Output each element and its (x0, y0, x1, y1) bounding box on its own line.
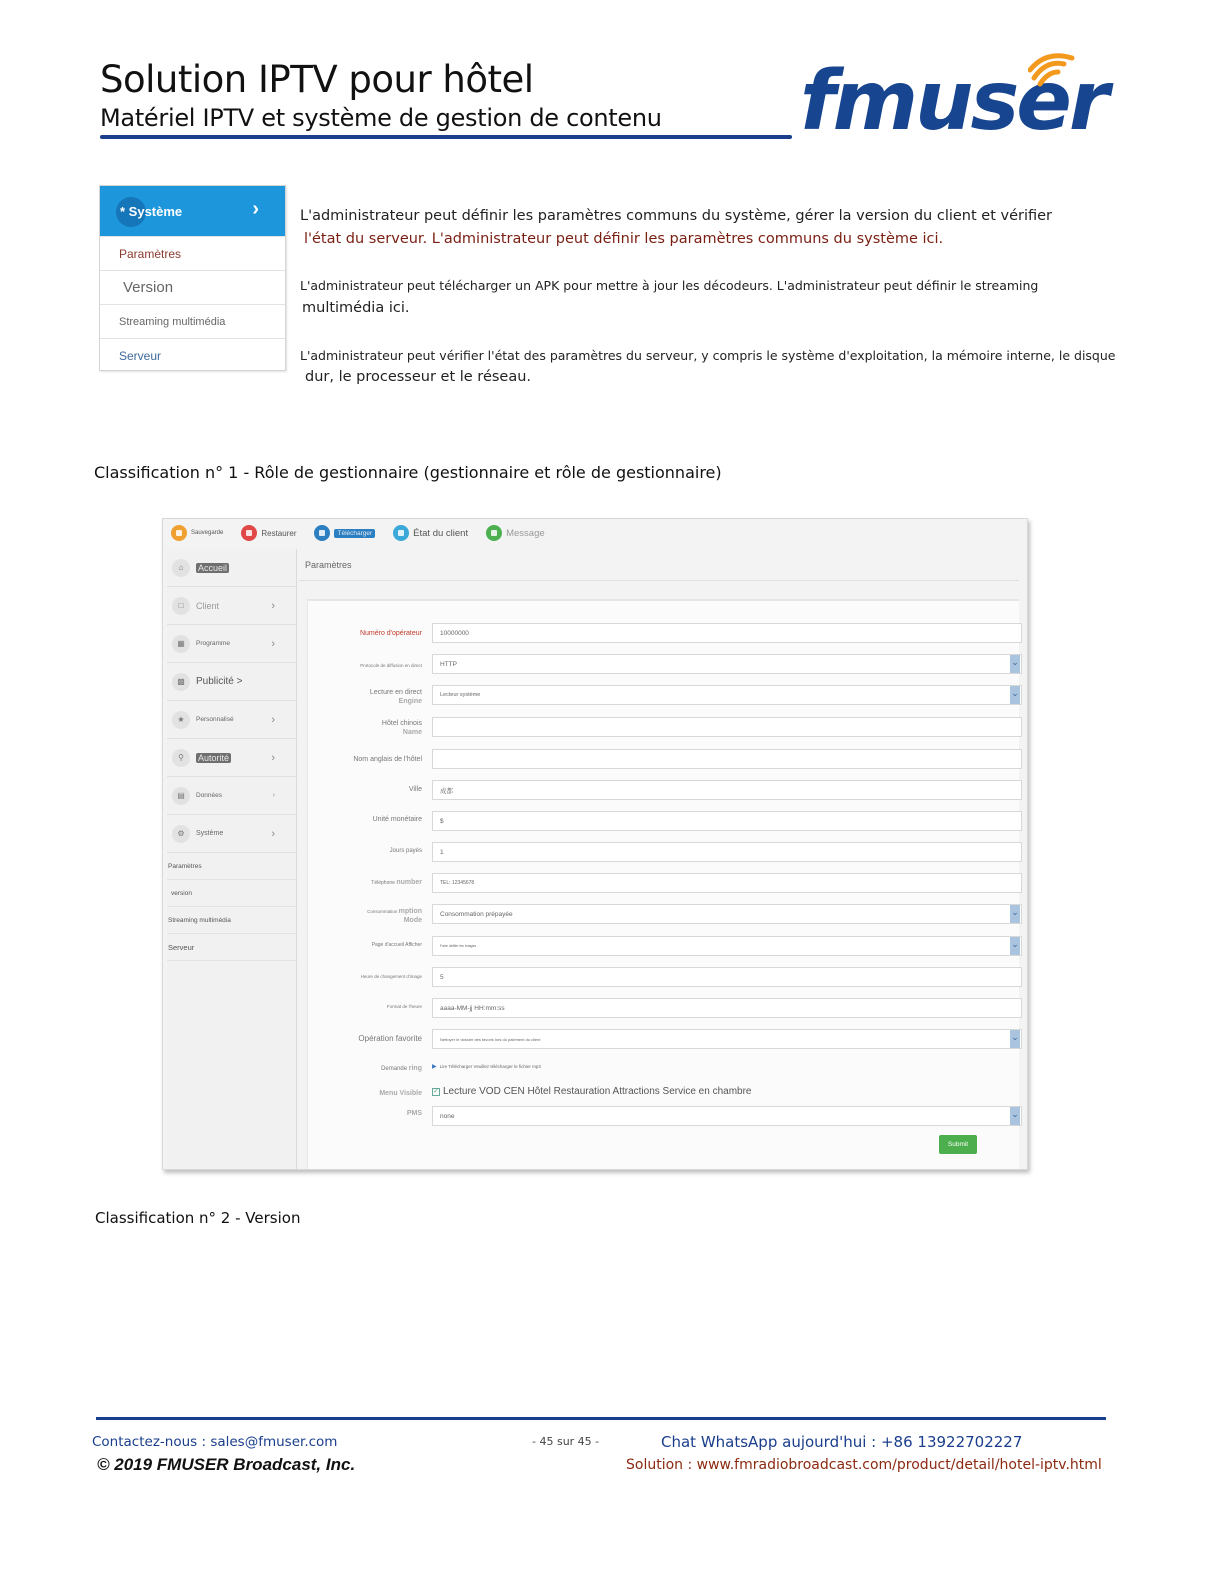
chevron-right-icon: › (271, 713, 275, 726)
message-icon (486, 525, 502, 541)
operator-field[interactable]: 10000000 (432, 623, 1022, 643)
monitor-icon (393, 525, 409, 541)
city-field[interactable]: 成都 (432, 780, 1022, 800)
footer-divider (96, 1417, 1106, 1420)
timeformat-label: Format de l'heure (386, 1004, 422, 1009)
footer-whatsapp: Chat WhatsApp aujourd'hui : +86 13922702227 (661, 1433, 1023, 1451)
menu-active-label: Système (128, 203, 183, 219)
settings-form (307, 599, 1019, 1170)
toolbar-message[interactable]: Message (486, 525, 545, 541)
interval-label: Heure de changement d'image (360, 974, 422, 979)
sidebar-item-systeme[interactable]: ⚙ Système › (167, 815, 297, 853)
live-label: Lecture en direct Engine (369, 689, 422, 705)
toolbar-restaurer[interactable]: Restaurer (241, 525, 296, 541)
sidebar-item-autorite[interactable]: ⚲ Autorité › (167, 739, 297, 777)
sidebar-subitem-version[interactable]: version (167, 880, 297, 907)
consumption-label: Consommation mption Mode (367, 908, 422, 924)
footer-page-number: - 45 sur 45 - (532, 1435, 600, 1448)
page-title: Solution IPTV pour hôtel (100, 58, 534, 101)
sidebar-item-personnalise[interactable]: ★ Personnalisé › (167, 701, 297, 739)
chevron-right-icon: › (271, 827, 275, 840)
menu-item-streaming[interactable]: Streaming multimédia (100, 304, 285, 338)
screenshot-main (299, 549, 1028, 1170)
currency-field[interactable]: $ (432, 811, 1022, 831)
desc-1-line-2: l'état du serveur. L'administrateur peut définir les paramètres communs du système ici. (304, 231, 944, 247)
request-label: Demande ring (381, 1065, 422, 1072)
menu-item-version[interactable]: Version (100, 270, 285, 304)
footer-copyright: © 2019 FMUSER Broadcast, Inc. (97, 1455, 356, 1474)
header-divider (100, 135, 792, 139)
chevron-right-icon: › (272, 792, 275, 799)
menu-visible-option[interactable]: ✓ Lecture VOD CEN Hôtel Restauration Attractions Service en chambre (433, 1086, 752, 1097)
admin-screenshot (162, 518, 1028, 1170)
operator-label: Numéro d'opérateur (359, 630, 422, 637)
bar-chart-icon: ▤ (172, 787, 190, 805)
sidebar-subitem-serveur[interactable]: Serveur (167, 934, 297, 961)
days-label: Jours payés (389, 848, 422, 854)
desc-1-line-1: L'administrateur peut définir les paramètres communs du système, gérer la version du client et vérifier (300, 208, 1053, 224)
days-field[interactable]: 1 (432, 842, 1022, 862)
phone-field[interactable]: TEL: 12345678 (432, 873, 1022, 893)
pms-select[interactable]: none ⌄ (432, 1106, 1022, 1126)
hotel-en-field[interactable] (432, 749, 1022, 769)
ad-icon: ▩ (172, 673, 190, 691)
hotel-cn-label: Hôtel chinois Name (381, 720, 422, 736)
pms-label: PMS (406, 1110, 422, 1117)
desc-2-line-2: multimédia ici. (302, 300, 410, 316)
toolbar-telecharger[interactable]: Télécharger (314, 525, 375, 541)
upload-icon (314, 525, 330, 541)
screenshot-sidebar (167, 549, 297, 1170)
gear-icon: ⚙ (172, 825, 190, 843)
phone-label: Téléphone number (371, 879, 422, 886)
request-option[interactable]: ▶ Lire Télécharger Veuillez télécharger le fichier mp3 (432, 1064, 541, 1070)
chevron-right-icon: › (271, 751, 275, 764)
submit-button[interactable]: Submit (939, 1135, 977, 1154)
sidebar-item-client[interactable]: □ Client › (167, 587, 297, 625)
breadcrumb: Paramètres (299, 549, 1019, 581)
logo-text: fmuser (800, 54, 1107, 149)
consumption-select[interactable]: Consommation prépayée ⌄ (432, 904, 1022, 924)
signal-waves-icon (1028, 52, 1078, 92)
protocol-label: Protocole de diffusion en direct (360, 663, 422, 668)
section-heading-2: Classification n° 2 - Version (95, 1209, 301, 1227)
sidebar-subitem-streaming[interactable]: Streaming multimédia (167, 907, 297, 934)
toolbar-etat-client[interactable]: État du client (393, 525, 468, 541)
desc-2-line-1: L'administrateur peut télécharger un APK pour mettre à jour les décodeurs. L'administrateur peut définir le streaming (300, 278, 1039, 293)
save-icon (171, 525, 187, 541)
home-icon: ⌂ (172, 559, 190, 577)
play-icon: ▶ (432, 1064, 437, 1070)
favorite-select[interactable]: Nettoyer le dossier des favoris lors du paiement du client ⌄ (432, 1029, 1022, 1049)
interval-field[interactable]: 5 (432, 967, 1022, 987)
menu-item-serveur[interactable]: Serveur (100, 338, 285, 372)
restore-icon (241, 525, 257, 541)
monitor-icon: □ (172, 597, 190, 615)
favorite-label: Opération favorite (358, 1034, 422, 1043)
page-subtitle: Matériel IPTV et système de gestion de contenu (100, 104, 662, 132)
grid-icon: ▦ (172, 635, 190, 653)
checkbox-checked-icon[interactable]: ✓ (433, 1087, 439, 1095)
star-icon: ★ (172, 711, 190, 729)
live-engine-select[interactable]: Lecteur système ⌄ (432, 685, 1022, 705)
hotel-cn-field[interactable] (432, 717, 1022, 737)
footer-solution-link[interactable]: Solution : www.fmradiobroadcast.com/product/detail/hotel-iptv.html (626, 1457, 1102, 1473)
chevron-right-icon: › (271, 599, 275, 612)
chevron-right-icon: › (252, 198, 259, 220)
menu-item-parametres[interactable]: Paramètres (100, 236, 285, 270)
toolbar-sauvegarde[interactable]: Sauvegarde (171, 525, 223, 541)
protocol-select[interactable]: HTTP ⌄ (432, 654, 1022, 674)
sidebar-item-accueil[interactable]: ⌂ Accueil (167, 549, 297, 587)
sidebar-item-donnees[interactable]: ▤ Données › (167, 777, 297, 815)
chevron-right-icon: › (271, 637, 275, 650)
sidebar-item-programme[interactable]: ▦ Programme › (167, 625, 297, 663)
homepage-select[interactable]: Faire défiler les images ⌄ (432, 936, 1022, 956)
sidebar-item-publicite[interactable]: ▩ Publicité > (167, 663, 297, 701)
menu-item-systeme[interactable]: * Système › (100, 186, 285, 236)
sidebar-subitem-parametres[interactable]: Paramètres (167, 853, 297, 880)
city-label: Ville (408, 786, 422, 793)
hotel-en-label: Nom anglais de l'hôtel (353, 756, 422, 763)
desc-3-line-1: L'administrateur peut vérifier l'état des paramètres du serveur, y compris le système d'exploitation, la mémoire interne, le disque (300, 348, 1116, 363)
desc-3-line-2: dur, le processeur et le réseau. (305, 369, 532, 385)
fmuser-logo (800, 52, 1107, 149)
system-menu-card (99, 185, 286, 371)
currency-label: Unité monétaire (372, 816, 422, 823)
homepage-label: Page d'accueil Afficher (371, 942, 422, 948)
section-heading-1: Classification n° 1 - Rôle de gestionnaire (gestionnaire et rôle de gestionnaire) (94, 463, 722, 482)
key-icon: ⚲ (172, 749, 190, 767)
menu-visible-label: Menu Visible (379, 1090, 422, 1097)
screenshot-toolbar (163, 519, 1028, 547)
footer-contact: Contactez-nous : sales@fmuser.com (92, 1434, 338, 1450)
timeformat-field[interactable]: aaaa-MM-jj HH:mm:ss (432, 998, 1022, 1018)
